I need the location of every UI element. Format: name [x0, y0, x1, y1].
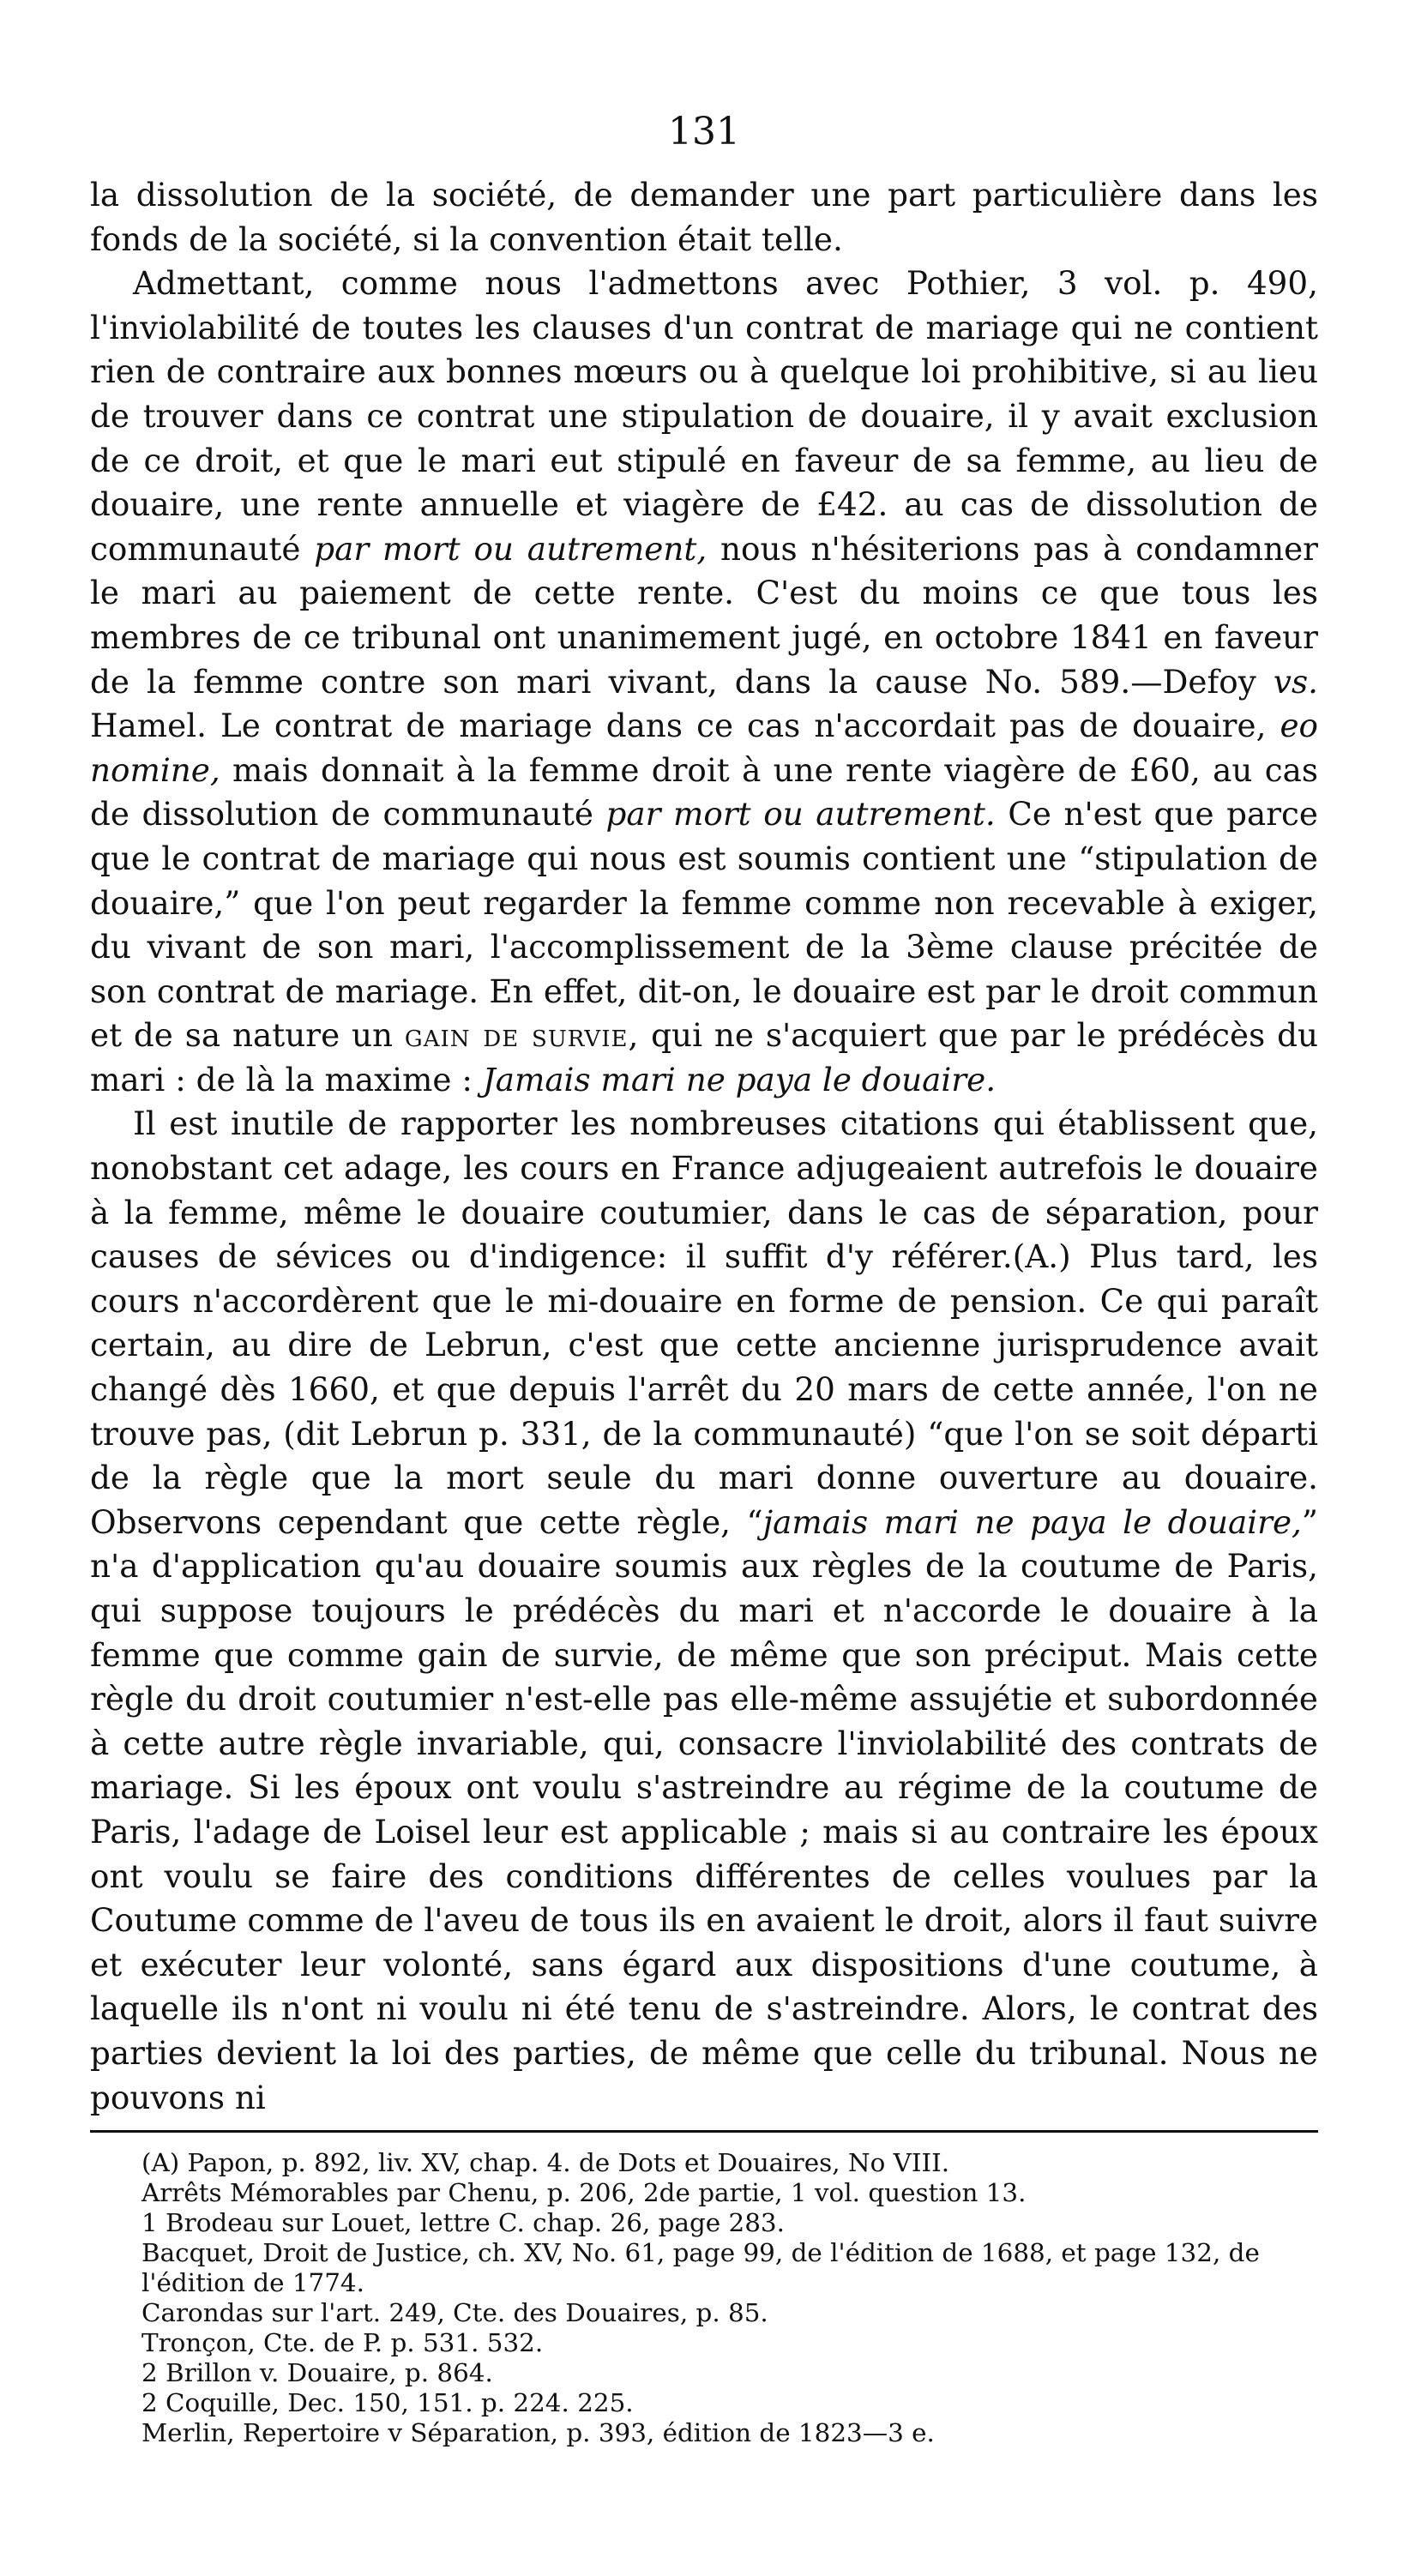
footnotes: [90, 2148, 1318, 2448]
footnote: 1 Brodeau sur Louet, lettre C. chap. 26, page 283.: [142, 2208, 785, 2238]
text-segment: Ce n'est que parce que le contrat de mariage qui nous est soumis contient une “stipulation de douaire,” que l'on peut regarder la femme comme non recevable à exiger, du vivant de son mari, l'accomplissement de la 3ème clause précitée de son contrat de mariage. En effet, dit-on, le douaire est par le droit commun et de sa nature un: [90, 795, 1318, 1055]
text-segment: Hamel. Le contrat de mariage dans ce cas n'accordait pas de douaire,: [90, 707, 1280, 745]
paragraph: [90, 173, 1318, 262]
page-number: 131: [668, 110, 740, 153]
text-segment: nous n'hésiterions pas à condamner le mari au paiement de cette rente. C'est du moins ce que tous les membres de ce tribunal ont unanimement jugé, en octobre 1841 en faveur de la femme contre son mari vivant, dans la cause No. 589.—Defoy: [90, 529, 1318, 701]
paragraph: [90, 1102, 1318, 2120]
document-page: [90, 110, 1318, 2448]
italic-text: vs.: [1273, 662, 1318, 701]
footnote: 2 Brillon v. Douaire, p. 864.: [142, 2358, 493, 2388]
italic-text: Jamais mari ne paya le douaire.: [482, 1060, 997, 1098]
footnote: Arrêts Mémorables par Chenu, p. 206, 2de partie, 1 vol. question 13.: [142, 2178, 1027, 2208]
text-segment: Admettant, comme nous l'admettons avec Pothier, 3 vol. p. 490, l'inviolabilité de toutes les clauses d'un contrat de mariage qui ne contient rien de contraire aux bonnes mœurs ou à quelque loi prohibitive, si au lieu de trouver dans ce contrat une stipulation de douaire, il y avait exclusion de ce droit, et que le mari eut stipulé en faveur de sa femme, au lieu de douaire, une rente annuelle et viagère de £42. au cas de dissolution de communauté: [90, 264, 1318, 568]
footnote: (A) Papon, p. 892, liv. XV, chap. 4. de Dots et Douaires, No VIII.: [142, 2148, 950, 2178]
italic-text: jamais mari ne paya le douaire,: [762, 1502, 1302, 1541]
text-segment: Il est inutile de rapporter les nombreuses citations qui établissent que, nonobstant cet adage, les cours en France adjugeaient autrefois le douaire à la femme, même le douaire coutumier, dans le cas de séparation, pour causes de sévices ou d'indigence: il suffit d'y référer.(A.) Plus tard, les cours n'accordèrent que le mi-douaire en forme de pension. Ce qui paraît certain, au dire de Lebrun, c'est que cette ancienne jurisprudence avait changé dès 1660, et que depuis l'arrêt du 20 mars de cette année, l'on ne trouve pas, (dit Lebrun p. 331, de la communauté) “que l'on se soit départi de la règle que la mort seule du mari donne ouverture au douaire. Observons cependant que cette règle, “: [90, 1104, 1318, 1541]
text-segment: mais donnait à la femme droit à une rente viagère de £60, au cas de dissolution de communauté: [90, 750, 1318, 834]
footnote: Bacquet, Droit de Justice, ch. XV, No. 61, page 99, de l'édition de 1688, et page 132, de l'édition de 1774.: [142, 2238, 1260, 2298]
footnote: Tronçon, Cte. de P. p. 531. 532.: [142, 2328, 544, 2358]
footnote: 2 Coquille, Dec. 150, 151. p. 224. 225.: [142, 2388, 634, 2418]
italic-text: par mort ou autrement.: [605, 795, 996, 834]
text-segment: qui ne s'acquiert que par le prédécès du mari : de là la maxime :: [90, 1016, 1319, 1098]
footnote-divider: [90, 2130, 1318, 2133]
body-text: [90, 173, 1318, 2120]
small-caps-text: gain de survie,: [404, 1016, 640, 1055]
paragraph: [90, 262, 1318, 1102]
text-segment: la dissolution de la société, de demander une part particulière dans les fonds de la société, si la convention était telle.: [90, 176, 1318, 258]
italic-text: eo nomine,: [90, 707, 1318, 789]
footnote: Merlin, Repertoire v Séparation, p. 393, édition de 1823—3 e.: [142, 2418, 935, 2448]
italic-text: par mort ou autrement,: [314, 529, 708, 568]
footnote: Carondas sur l'art. 249, Cte. des Douaires, p. 85.: [142, 2298, 768, 2328]
text-segment: ” n'a d'application qu'au douaire soumis aux règles de la coutume de Paris, qui suppose toujours le prédécès du mari et n'accorde le douaire à la femme que comme gain de survie, de même que son préciput. Mais cette règle du droit coutumier n'est-elle pas elle-même assujétie et subordonnée à cette autre règle invariable, qui, consacre l'inviolabilité des contrats de mariage. Si les époux ont voulu s'astreindre au régime de la coutume de Paris, l'adage de Loisel leur est applicable ; mais si au contraire les époux ont voulu se faire des conditions différentes de celles voulues par la Coutume comme de l'aveu de tous ils en avaient le droit, alors il faut suivre et exécuter leur volonté, sans égard aux dispositions d'une coutume, à laquelle ils n'ont ni voulu ni été tenu de s'astreindre. Alors, le contrat des parties devient la loi des parties, de même que celle du tribunal. Nous ne pouvons ni: [90, 1502, 1318, 2116]
